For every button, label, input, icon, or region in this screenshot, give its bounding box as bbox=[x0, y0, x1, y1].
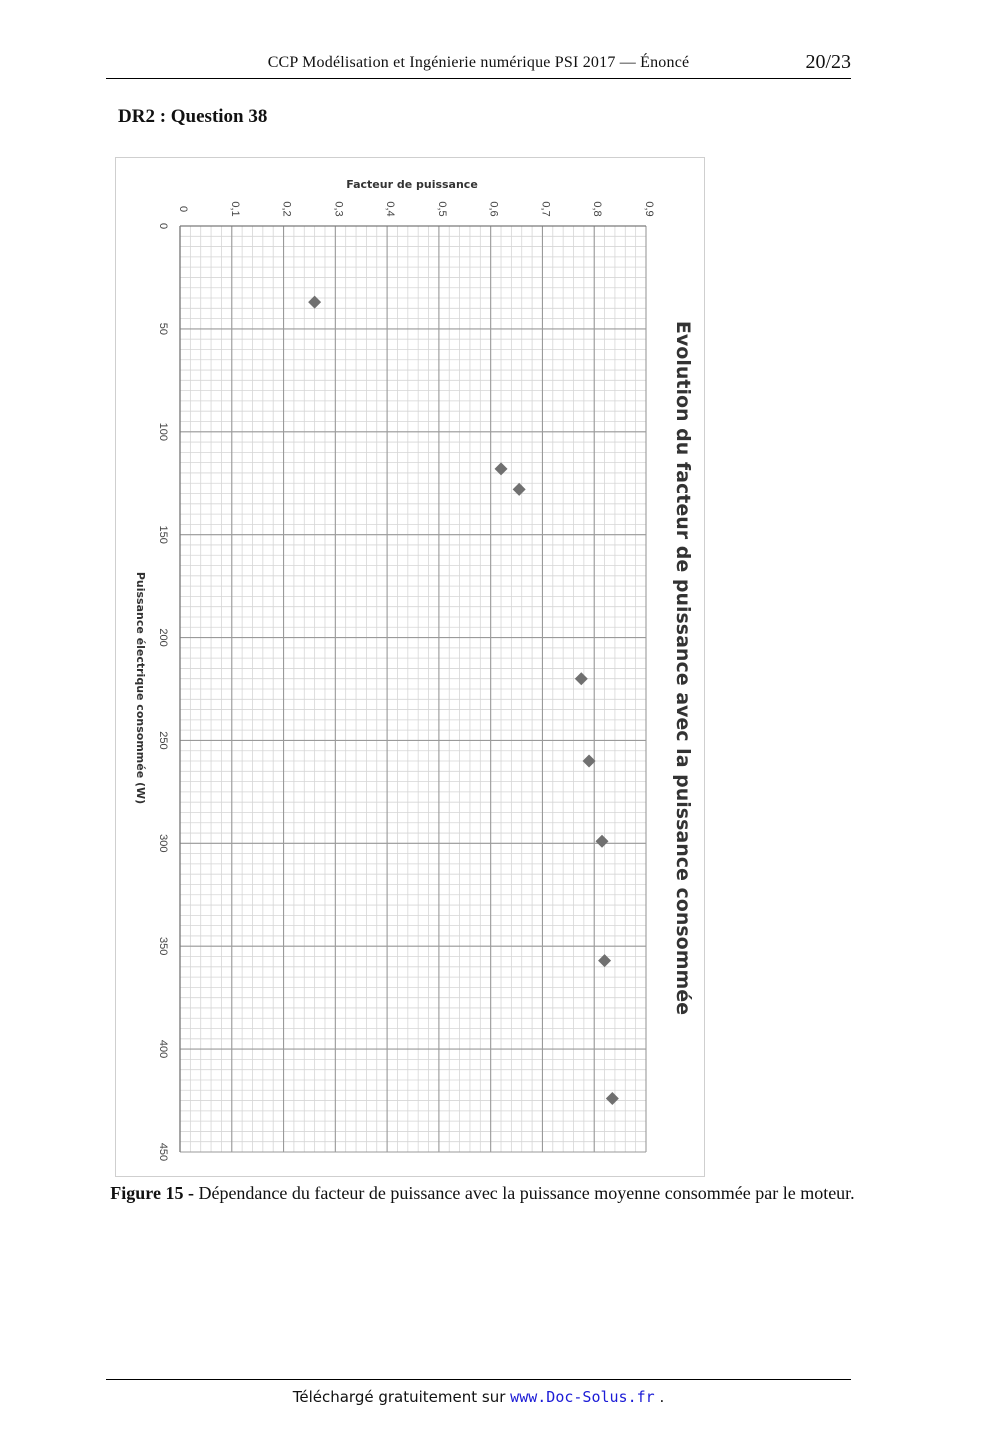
page-footer bbox=[106, 1388, 851, 1406]
footer-text: Téléchargé gratuitement sur bbox=[292, 1388, 506, 1406]
tick-label-power: 150 bbox=[157, 525, 169, 544]
tick-label-factor: 0,4 bbox=[384, 201, 397, 217]
axis-title-factor: Facteur de puissance bbox=[346, 178, 478, 191]
data-point bbox=[606, 1092, 619, 1105]
page-number: 20/23 bbox=[805, 51, 851, 73]
tick-label-factor: 0,8 bbox=[591, 201, 604, 217]
tick-label-power: 250 bbox=[157, 731, 169, 750]
chart-title: Evolution du facteur de puissance avec la puissance consommée bbox=[672, 320, 694, 1016]
tick-label-power: 450 bbox=[157, 1142, 169, 1162]
tick-label-power: 300 bbox=[157, 834, 169, 853]
tick-label-power: 350 bbox=[157, 937, 169, 956]
tick-label-power: 400 bbox=[157, 1039, 169, 1059]
tick-label-factor: 0,9 bbox=[643, 201, 655, 217]
scatter-chart bbox=[116, 158, 704, 1176]
caption-label: Figure 15 - bbox=[110, 1183, 194, 1203]
data-point bbox=[495, 462, 508, 475]
tick-label-factor: 0,3 bbox=[332, 201, 345, 217]
footer-link[interactable]: www.Doc-Solus.fr bbox=[510, 1388, 655, 1406]
data-point bbox=[308, 296, 321, 309]
tick-label-power: 100 bbox=[157, 422, 169, 441]
section-title: DR2 : Question 38 bbox=[118, 106, 268, 127]
footer-rule bbox=[106, 1379, 851, 1380]
tick-label-factor: 0,5 bbox=[435, 201, 448, 217]
tick-label-factor: 0,1 bbox=[228, 201, 241, 217]
tick-label-power: 50 bbox=[157, 322, 169, 336]
caption-text: Dépendance du facteur de puissance avec la puissance moyenne consommée par le moteur. bbox=[198, 1183, 855, 1203]
page-header bbox=[106, 50, 851, 79]
data-point bbox=[598, 954, 611, 967]
data-point bbox=[575, 672, 588, 685]
axis-title-power: Puissance électrique consommée (W) bbox=[134, 571, 147, 805]
tick-label-factor: 0 bbox=[177, 205, 189, 213]
footer-suffix: . bbox=[659, 1388, 665, 1406]
data-point bbox=[583, 755, 596, 768]
tick-label-power: 0 bbox=[157, 222, 169, 230]
chart-frame bbox=[115, 157, 705, 1177]
document-title: CCP Modélisation et Ingénierie numérique PSI 2017 — Énoncé bbox=[267, 54, 690, 71]
tick-label-factor: 0,2 bbox=[280, 201, 293, 217]
data-point bbox=[595, 835, 608, 848]
tick-label-factor: 0,6 bbox=[487, 201, 500, 217]
data-point bbox=[513, 483, 526, 496]
tick-label-factor: 0,7 bbox=[539, 201, 552, 217]
tick-label-power: 200 bbox=[157, 628, 169, 647]
figure-caption bbox=[110, 1183, 855, 1204]
